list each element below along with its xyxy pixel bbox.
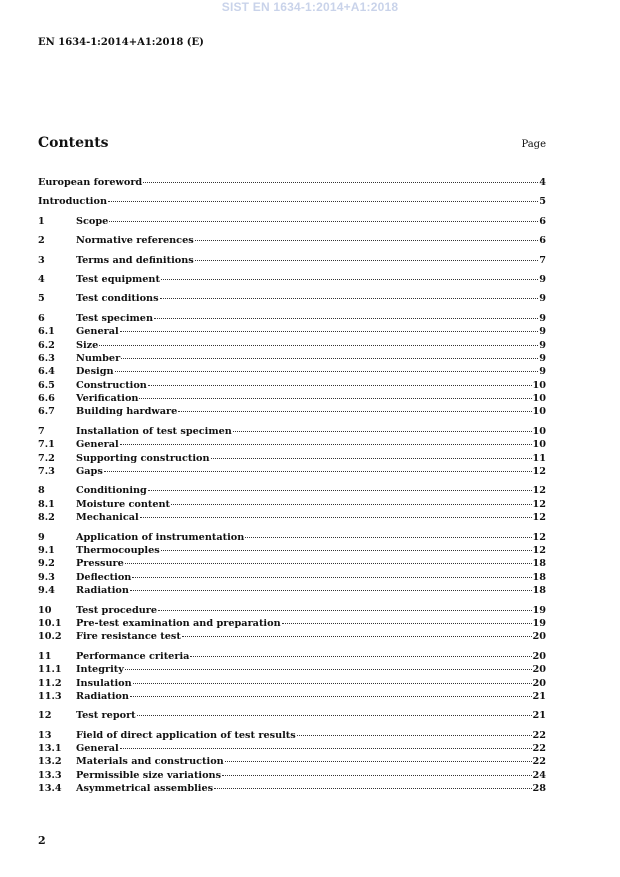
toc-entry[interactable]: [38, 584, 546, 597]
toc-dot-leader: [99, 345, 538, 346]
toc-dot-leader: [282, 623, 532, 624]
toc-entry-title: Scope: [76, 215, 109, 227]
toc-entry-page: 20: [532, 631, 546, 643]
toc-entry-page: 9: [539, 312, 546, 324]
toc-entry[interactable]: [38, 544, 546, 557]
toc-entry[interactable]: [38, 215, 546, 228]
toc-entry-title: Terms and definitions: [76, 254, 194, 266]
toc-entry-page: 9: [539, 339, 546, 351]
toc-entry-title: Test specimen: [76, 312, 153, 324]
toc-entry-number: 12: [38, 710, 52, 722]
toc-entry-page: 9: [539, 366, 546, 378]
toc-entry-page: 21: [532, 690, 546, 702]
toc-entry-number: 6.2: [38, 339, 55, 351]
toc-entry-title: Test report: [76, 710, 136, 722]
toc-entry-page: 19: [532, 617, 546, 629]
toc-entry-title: Introduction: [38, 196, 107, 208]
toc-dot-leader: [139, 398, 531, 399]
toc-entry[interactable]: [38, 557, 546, 570]
toc-entry[interactable]: [38, 176, 546, 189]
toc-dot-leader: [190, 656, 531, 657]
toc-entry-number: 13.3: [38, 769, 62, 781]
toc-entry-page: 19: [532, 604, 546, 616]
toc-dot-leader: [297, 735, 532, 736]
toc-entry-page: 12: [532, 485, 546, 497]
toc-entry[interactable]: [38, 782, 546, 795]
toc-entry-page: 12: [532, 466, 546, 478]
toc-entry-number: 4: [38, 273, 45, 285]
toc-dot-leader: [148, 490, 532, 491]
toc-entry[interactable]: [38, 742, 546, 755]
toc-entry-title: Thermocouples: [76, 544, 160, 556]
toc-entry-page: 18: [532, 571, 546, 583]
toc-entry-title: Moisture content: [76, 498, 171, 510]
toc-dot-leader: [125, 669, 532, 670]
toc-entry[interactable]: [38, 769, 546, 782]
toc-entry-number: 10: [38, 604, 52, 616]
toc-entry[interactable]: [38, 755, 546, 768]
toc-entry-title: Test procedure: [76, 604, 158, 616]
toc-entry-number: 2: [38, 235, 45, 247]
toc-dot-leader: [120, 331, 539, 332]
toc-dot-leader: [161, 550, 532, 551]
toc-entry-page: 10: [532, 406, 546, 418]
toc-dot-leader: [182, 636, 532, 637]
toc-entry-number: 9.1: [38, 544, 55, 556]
toc-entry-title: Deflection: [76, 571, 132, 583]
toc-entry-page: 9: [539, 352, 546, 364]
toc-entry-page: 6: [539, 215, 546, 227]
toc-entry-page: 9: [539, 293, 546, 305]
toc-entry[interactable]: [38, 511, 546, 524]
toc-entry[interactable]: [38, 365, 546, 378]
toc-entry[interactable]: [38, 498, 546, 511]
toc-entry-number: 9: [38, 531, 45, 543]
toc-dot-leader: [104, 471, 532, 472]
toc-entry[interactable]: [38, 630, 546, 643]
toc-entry-page: 6: [539, 235, 546, 247]
toc-dot-leader: [137, 715, 532, 716]
page-column-label: Page: [521, 139, 546, 150]
toc-entry[interactable]: [38, 650, 546, 663]
footer-page-number: 2: [38, 834, 46, 847]
contents-heading: Contents: [38, 135, 109, 151]
toc-entry[interactable]: [38, 438, 546, 451]
toc-dot-leader: [130, 696, 532, 697]
toc-entry-title: Radiation: [76, 585, 129, 597]
toc-entry-title: Test equipment: [76, 273, 160, 285]
toc-dot-leader: [120, 444, 532, 445]
toc-entry-page: 12: [532, 498, 546, 510]
toc-entry-title: Number: [76, 352, 121, 364]
toc-entry-number: 13: [38, 729, 52, 741]
toc-entry-title: Insulation: [76, 677, 132, 689]
toc-entry-title: Size: [76, 339, 99, 351]
toc-entry[interactable]: [38, 663, 546, 676]
toc-entry-number: 1: [38, 215, 45, 227]
toc-dot-leader: [133, 683, 532, 684]
toc-entry[interactable]: [38, 571, 546, 584]
toc-entry-number: 11.3: [38, 690, 62, 702]
toc-entry-page: 12: [532, 544, 546, 556]
toc-entry-title: Integrity: [76, 664, 124, 676]
toc-dot-leader: [211, 458, 532, 459]
toc-entry-number: 6.4: [38, 366, 55, 378]
toc-dot-leader: [140, 517, 532, 518]
toc-entry-page: 4: [539, 177, 546, 188]
toc-entry-page: 5: [539, 196, 546, 208]
toc-entry-page: 24: [532, 769, 546, 781]
toc-entry-number: 13.2: [38, 756, 62, 768]
toc-entry-page: 9: [539, 326, 546, 338]
toc-dot-leader: [233, 431, 532, 432]
toc-entry-page: 11: [532, 452, 546, 464]
toc-entry-title: Supporting construction: [76, 452, 210, 464]
toc-entry-title: Installation of test specimen: [76, 425, 232, 437]
toc-entry-page: 28: [532, 783, 546, 795]
toc-entry-title: Radiation: [76, 690, 129, 702]
toc-dot-leader: [120, 748, 532, 749]
toc-entry-page: 10: [532, 425, 546, 437]
toc-entry[interactable]: [38, 405, 546, 418]
toc-dot-leader: [115, 371, 539, 372]
toc-entry-number: 8.1: [38, 498, 55, 510]
toc-entry-page: 10: [532, 379, 546, 391]
toc-entry-number: 9.3: [38, 571, 55, 583]
toc-dot-leader: [143, 182, 538, 183]
toc-dot-leader: [171, 504, 531, 505]
toc-entry-title: Test conditions: [76, 293, 159, 305]
toc-entry-number: 13.4: [38, 783, 62, 795]
toc-dot-leader: [178, 411, 531, 412]
toc-entry[interactable]: [38, 195, 546, 208]
toc-entry-page: 12: [532, 531, 546, 543]
toc-dot-leader: [121, 358, 538, 359]
toc-entry-number: 6.1: [38, 326, 55, 338]
toc-dot-leader: [158, 610, 531, 611]
toc-entry-page: 20: [532, 677, 546, 689]
toc-entry-title: Conditioning: [76, 485, 147, 497]
toc-entry[interactable]: [38, 339, 546, 352]
toc-entry[interactable]: [38, 709, 546, 722]
document-id: EN 1634-1:2014+A1:2018 (E): [38, 37, 204, 48]
toc-entry-title: Gaps: [76, 466, 103, 478]
toc-entry[interactable]: [38, 312, 546, 325]
toc-dot-leader: [160, 298, 539, 299]
toc-dot-leader: [222, 775, 531, 776]
toc-dot-leader: [245, 537, 531, 538]
toc-entry-page: 22: [532, 729, 546, 741]
toc-entry-page: 21: [532, 710, 546, 722]
toc-entry-page: 9: [539, 273, 546, 285]
toc-entry-page: 10: [532, 393, 546, 405]
toc-entry-number: 7.2: [38, 452, 55, 464]
toc-entry[interactable]: [38, 604, 546, 617]
toc-dot-leader: [154, 318, 538, 319]
toc-entry-number: 13.1: [38, 743, 62, 755]
toc-entry[interactable]: [38, 677, 546, 690]
toc-entry-page: 12: [532, 512, 546, 524]
toc-entry-title: Mechanical: [76, 512, 139, 524]
toc-entry-number: 8.2: [38, 512, 55, 524]
toc-entry-number: 11.1: [38, 664, 62, 676]
toc-entry-title: European foreword: [38, 177, 143, 188]
toc-dot-leader: [225, 761, 532, 762]
toc-dot-leader: [130, 590, 532, 591]
toc-entry-title: Pre-test examination and preparation: [76, 617, 281, 629]
table-of-contents: [38, 176, 546, 796]
toc-entry-number: 7.1: [38, 439, 55, 451]
toc-dot-leader: [132, 577, 531, 578]
toc-entry-page: 20: [532, 664, 546, 676]
toc-entry[interactable]: [38, 352, 546, 365]
toc-entry-title: General: [76, 743, 119, 755]
watermark-text: SIST EN 1634-1:2014+A1:2018: [221, 0, 399, 14]
toc-entry-number: 6: [38, 312, 45, 324]
toc-entry-title: Normative references: [76, 235, 194, 247]
toc-entry[interactable]: [38, 392, 546, 405]
toc-dot-leader: [109, 221, 538, 222]
toc-entry-number: 8: [38, 485, 45, 497]
toc-entry-title: Construction: [76, 379, 147, 391]
toc-entry[interactable]: [38, 465, 546, 478]
toc-entry-title: Permissible size variations: [76, 769, 222, 781]
toc-entry-number: 5: [38, 293, 45, 305]
toc-entry-number: 6.7: [38, 406, 55, 418]
toc-entry-title: Application of instrumentation: [76, 531, 245, 543]
toc-entry-title: Field of direct application of test results: [76, 729, 296, 741]
toc-entry[interactable]: [38, 531, 546, 544]
toc-entry[interactable]: [38, 273, 546, 286]
toc-dot-leader: [214, 788, 531, 789]
toc-entry-title: Building hardware: [76, 406, 178, 418]
toc-entry-page: 10: [532, 439, 546, 451]
toc-dot-leader: [195, 260, 539, 261]
toc-entry-title: Asymmetrical assemblies: [76, 783, 214, 795]
toc-entry-title: Materials and construction: [76, 756, 224, 768]
toc-entry[interactable]: [38, 452, 546, 465]
toc-entry-number: 7.3: [38, 466, 55, 478]
toc-entry-number: 10.1: [38, 617, 62, 629]
toc-entry-number: 10.2: [38, 631, 62, 643]
toc-entry-title: Performance criteria: [76, 650, 190, 662]
toc-entry[interactable]: [38, 325, 546, 338]
toc-entry-page: 20: [532, 650, 546, 662]
toc-entry-title: Verification: [76, 393, 139, 405]
toc-entry-number: 9.4: [38, 585, 55, 597]
toc-dot-leader: [161, 279, 538, 280]
toc-entry-number: 11: [38, 650, 52, 662]
toc-entry-number: 6.5: [38, 379, 55, 391]
toc-dot-leader: [195, 240, 539, 241]
toc-entry-number: 6.3: [38, 352, 55, 364]
toc-entry[interactable]: [38, 484, 546, 497]
toc-entry[interactable]: [38, 617, 546, 630]
toc-entry-number: 6.6: [38, 393, 55, 405]
toc-entry-title: Pressure: [76, 558, 124, 570]
toc-entry[interactable]: [38, 690, 546, 703]
toc-entry[interactable]: [38, 254, 546, 267]
toc-entry-page: 18: [532, 558, 546, 570]
toc-entry-number: 9.2: [38, 558, 55, 570]
toc-entry[interactable]: [38, 425, 546, 438]
toc-entry-page: 18: [532, 585, 546, 597]
toc-entry-title: General: [76, 326, 119, 338]
toc-dot-leader: [108, 201, 538, 202]
toc-dot-leader: [148, 385, 532, 386]
toc-entry-title: Fire resistance test: [76, 631, 181, 643]
toc-entry[interactable]: [38, 379, 546, 392]
toc-entry-number: 7: [38, 425, 45, 437]
toc-entry-page: 22: [532, 743, 546, 755]
toc-entry-number: 3: [38, 254, 45, 266]
toc-entry[interactable]: [38, 292, 546, 305]
toc-entry[interactable]: [38, 234, 546, 247]
toc-entry[interactable]: [38, 729, 546, 742]
toc-entry-page: 7: [539, 254, 546, 266]
toc-entry-title: General: [76, 439, 119, 451]
toc-entry-page: 22: [532, 756, 546, 768]
toc-dot-leader: [125, 563, 532, 564]
toc-entry-title: Design: [76, 366, 114, 378]
toc-entry-number: 11.2: [38, 677, 62, 689]
